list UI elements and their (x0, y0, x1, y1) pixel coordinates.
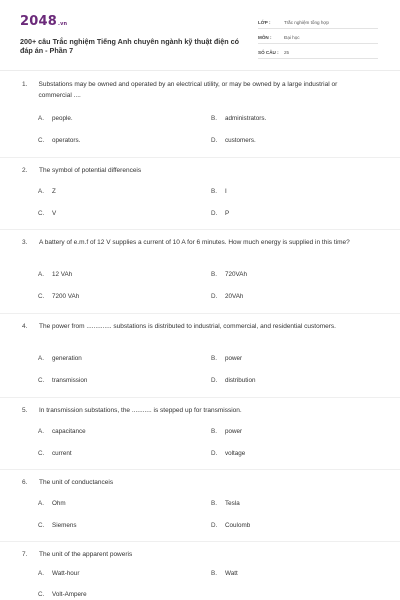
option-text: transmission (52, 377, 88, 384)
meta-row-class (258, 14, 378, 29)
option-text: V (52, 210, 57, 217)
question-text: Substations may be owned and operated by an electrical utility, or may be owned by a large industrial or commercial .... (38, 81, 338, 99)
option-d[interactable] (211, 210, 229, 217)
option-a[interactable] (38, 115, 73, 122)
logo-main: 2048 (20, 14, 57, 29)
option-b[interactable] (211, 428, 242, 435)
option-c[interactable] (38, 522, 77, 529)
question-text: The power from .............. substations is distributed to industrial, commercial, and residential customers. (39, 323, 336, 330)
question-item (0, 230, 400, 314)
option-c[interactable] (38, 450, 72, 457)
question-text: In transmission substations, the ........... is stepped up for transmission. (39, 407, 242, 414)
option-a[interactable] (38, 188, 56, 195)
option-b[interactable] (211, 355, 242, 362)
question-number: 7. (22, 551, 28, 558)
option-letter: D. (211, 210, 218, 217)
option-b[interactable] (211, 188, 227, 195)
option-a[interactable] (38, 570, 79, 577)
question-item (0, 470, 400, 542)
option-letter: A. (38, 428, 44, 435)
option-letter: B. (211, 570, 217, 577)
option-text: P (225, 210, 230, 217)
option-letter: A. (38, 115, 44, 122)
question-number: 6. (22, 479, 28, 486)
option-a[interactable] (38, 428, 86, 435)
option-text: Ohm (52, 500, 66, 507)
option-text: Watt-hour (52, 570, 80, 577)
option-text: generation (52, 355, 82, 362)
question-item (0, 398, 400, 470)
option-text: operators. (52, 137, 81, 144)
meta-value: 25 (284, 50, 290, 55)
question-item (0, 314, 400, 398)
meta-value: Trắc nghiệm tổng hợp (284, 20, 329, 25)
meta-label: MÔN : (258, 35, 272, 40)
option-letter: B. (211, 188, 217, 195)
question-text: The unit of the apparent poweris (39, 551, 133, 558)
option-text: Watt (225, 570, 238, 577)
question-item (0, 542, 400, 600)
question-text: The unit of conductanceis (39, 479, 114, 486)
question-text: A battery of e.m.f of 12 V supplies a current of 10 A for 6 minutes. How much energy is supplied in this time? (39, 239, 350, 246)
option-text: administrators. (225, 115, 267, 122)
question-number: 5. (22, 407, 28, 414)
option-letter: D. (211, 377, 218, 384)
option-d[interactable] (211, 137, 256, 144)
option-text: capacitance (52, 428, 86, 435)
option-letter: A. (38, 500, 44, 507)
option-text: power (225, 355, 243, 362)
site-logo[interactable] (20, 14, 67, 29)
option-letter: B. (211, 355, 217, 362)
question-number: 4. (22, 323, 28, 330)
option-c[interactable] (38, 137, 80, 144)
question-text: The symbol of potential differenceis (39, 167, 142, 174)
option-text: current (52, 450, 72, 457)
option-letter: C. (38, 522, 45, 529)
option-c[interactable] (38, 591, 87, 598)
question-number: 1. (22, 81, 28, 88)
option-text: customers. (225, 137, 256, 144)
option-a[interactable] (38, 271, 72, 278)
option-letter: A. (38, 271, 44, 278)
option-letter: B. (211, 271, 217, 278)
option-letter: D. (211, 293, 218, 300)
option-text: 720VAh (225, 271, 247, 278)
option-text: 20VAh (225, 293, 244, 300)
meta-info (258, 14, 378, 59)
option-letter: C. (38, 377, 45, 384)
logo-tld: .vn (57, 21, 68, 27)
option-text: Volt-Ampere (52, 591, 87, 598)
option-text: voltage (225, 450, 246, 457)
option-c[interactable] (38, 377, 87, 384)
option-d[interactable] (211, 450, 245, 457)
option-letter: A. (38, 570, 44, 577)
meta-label: SỐ CÂU : (258, 50, 279, 55)
question-number: 3. (22, 239, 28, 246)
option-a[interactable] (38, 500, 66, 507)
header-divider (0, 70, 400, 71)
option-letter: C. (38, 591, 45, 598)
option-letter: A. (38, 188, 44, 195)
option-c[interactable] (38, 210, 56, 217)
option-letter: B. (211, 115, 217, 122)
option-letter: A. (38, 355, 44, 362)
option-text: 12 VAh (52, 271, 73, 278)
option-letter: C. (38, 293, 45, 300)
option-text: Tesla (225, 500, 240, 507)
option-text: Siemens (52, 522, 77, 529)
question-item (0, 72, 400, 158)
page-title: 200+ câu Trắc nghiệm Tiếng Anh chuyên ngành kỹ thuật điện có đáp án - Phần 7 (20, 37, 240, 55)
option-b[interactable] (211, 271, 247, 278)
option-c[interactable] (38, 293, 79, 300)
option-text: I (225, 188, 227, 195)
option-text: 7200 VAh (52, 293, 80, 300)
option-letter: B. (211, 428, 217, 435)
meta-value: Đại học (284, 35, 300, 40)
option-text: Z (52, 188, 56, 195)
option-text: people. (52, 115, 73, 122)
option-letter: D. (211, 137, 218, 144)
meta-row-subject (258, 29, 378, 44)
option-d[interactable] (211, 522, 250, 529)
option-letter: D. (211, 522, 218, 529)
option-d[interactable] (211, 293, 243, 300)
option-text: power (225, 428, 243, 435)
option-letter: D. (211, 450, 218, 457)
option-b[interactable] (211, 500, 240, 507)
option-letter: C. (38, 450, 45, 457)
question-number: 2. (22, 167, 28, 174)
option-text: distribution (225, 377, 256, 384)
option-d[interactable] (211, 377, 255, 384)
option-b[interactable] (211, 115, 266, 122)
option-a[interactable] (38, 355, 82, 362)
option-letter: C. (38, 210, 45, 217)
meta-row-count (258, 44, 378, 59)
option-letter: C. (38, 137, 45, 144)
option-text: Coulomb (225, 522, 251, 529)
question-item (0, 158, 400, 230)
meta-label: LỚP : (258, 20, 271, 25)
option-letter: B. (211, 500, 217, 507)
option-b[interactable] (211, 570, 238, 577)
page-header (0, 0, 400, 70)
